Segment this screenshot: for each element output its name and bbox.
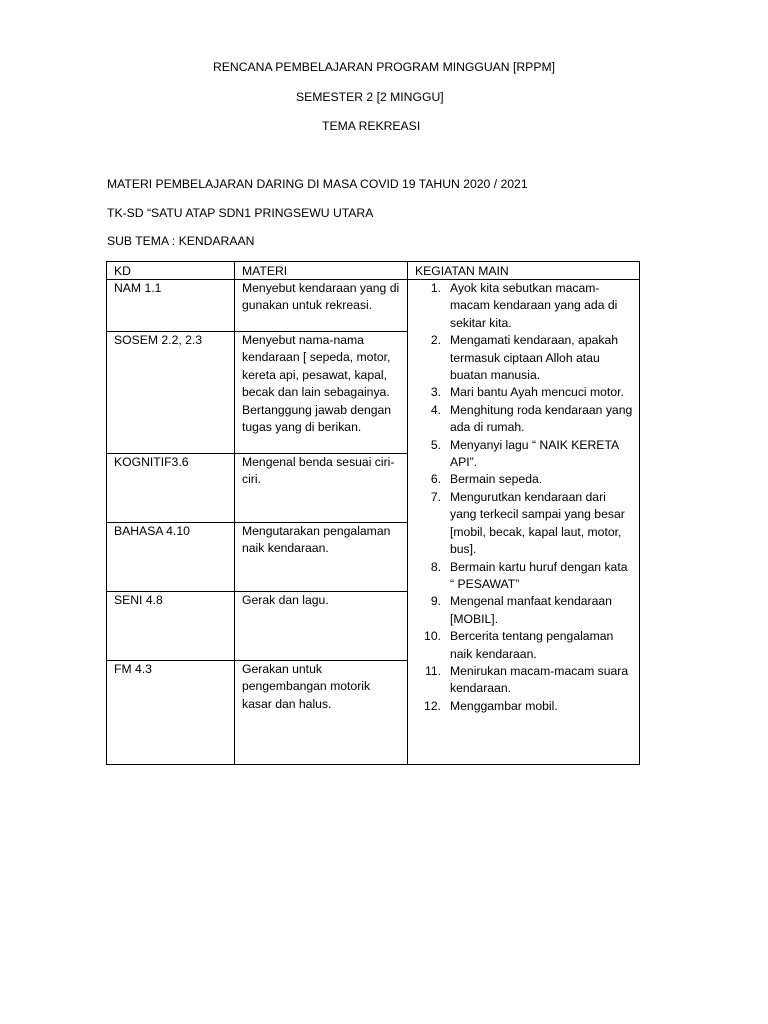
kegiatan-item bbox=[415, 384, 633, 401]
kegiatan-text: Mari bantu Ayah mencuci motor. bbox=[450, 385, 624, 400]
kegiatan-number: 6. bbox=[430, 472, 441, 487]
kegiatan-text: Menirukan macam-macam suara kendaraan. bbox=[450, 663, 629, 696]
materi-cell: Menyebut kendaraan yang di gunakan untuk rekreasi. bbox=[235, 280, 408, 332]
header-kd: KD bbox=[107, 262, 235, 280]
kegiatan-item bbox=[415, 663, 633, 698]
kegiatan-text: Menghitung roda kendaraan yang ada di rumah. bbox=[450, 402, 633, 435]
kd-cell: FM 4.3 bbox=[107, 661, 235, 765]
table-row bbox=[107, 280, 640, 332]
kegiatan-item bbox=[415, 437, 633, 472]
materi-cell: Gerakan untuk pengembangan motorik kasar dan halus. bbox=[235, 661, 408, 765]
kegiatan-text: Bermain kartu huruf dengan kata “ PESAWAT” bbox=[450, 559, 628, 591]
kd-cell: KOGNITIF3.6 bbox=[107, 454, 235, 523]
rppm-table bbox=[106, 261, 640, 765]
school-line: TK-SD “SATU ATAP SDN1 PRINGSEWU UTARA bbox=[107, 206, 374, 220]
kegiatan-text: Mengenal manfaat kendaraan [MOBIL]. bbox=[450, 594, 612, 626]
kegiatan-text: Ayok kita sebutkan macam-macam kendaraan yang ada di sekitar kita. bbox=[450, 281, 618, 330]
kegiatan-item bbox=[415, 559, 633, 594]
kegiatan-cell bbox=[408, 280, 640, 765]
kegiatan-item bbox=[415, 489, 633, 559]
kegiatan-item bbox=[415, 402, 633, 437]
kegiatan-item bbox=[415, 628, 633, 663]
kegiatan-item bbox=[415, 698, 633, 715]
kd-cell: SENI 4.8 bbox=[107, 592, 235, 661]
kd-cell: BAHASA 4.10 bbox=[107, 523, 235, 592]
header-materi: MATERI bbox=[235, 262, 408, 280]
kegiatan-number: 1. bbox=[430, 281, 441, 295]
materi-line: MATERI PEMBELAJARAN DARING DI MASA COVID 19 TAHUN 2020 / 2021 bbox=[107, 177, 528, 191]
kegiatan-number: 12. bbox=[424, 698, 441, 713]
kegiatan-list bbox=[415, 280, 633, 715]
kegiatan-number: 11. bbox=[424, 663, 441, 678]
kd-cell: NAM 1.1 bbox=[107, 280, 235, 332]
kegiatan-text: Bercerita tentang pengalaman naik kendaraan. bbox=[450, 629, 614, 661]
kegiatan-text: Bermain sepeda. bbox=[450, 472, 543, 487]
kegiatan-number: 7. bbox=[430, 489, 441, 504]
kegiatan-number: 3. bbox=[430, 385, 441, 400]
kegiatan-item bbox=[415, 471, 633, 488]
kegiatan-number: 9. bbox=[430, 594, 441, 609]
subtema-line: SUB TEMA : KENDARAAN bbox=[107, 234, 255, 248]
kegiatan-number: 2. bbox=[430, 333, 441, 348]
table-header-row bbox=[107, 262, 640, 280]
materi-cell: Mengenal benda sesuai ciri-ciri. bbox=[235, 454, 408, 523]
materi-cell: Mengutarakan pengalaman naik kendaraan. bbox=[235, 523, 408, 592]
kegiatan-number: 5. bbox=[430, 437, 441, 452]
kegiatan-text: Mengurutkan kendaraan dari yang terkecil sampai yang besar [mobil, becak, kapal laut, motor, bus]. bbox=[450, 489, 625, 557]
kegiatan-item bbox=[415, 280, 633, 332]
header-kegiatan: KEGIATAN MAIN bbox=[408, 262, 640, 280]
kegiatan-item bbox=[415, 593, 633, 628]
kegiatan-item bbox=[415, 332, 633, 384]
kegiatan-text: Menyanyi lagu “ NAIK KERETA API”. bbox=[450, 437, 619, 470]
kegiatan-number: 8. bbox=[430, 559, 441, 574]
kegiatan-number: 10. bbox=[424, 629, 441, 644]
tema-line: TEMA REKREASI bbox=[322, 119, 421, 133]
kegiatan-number: 4. bbox=[430, 402, 441, 417]
semester-line: SEMESTER 2 [2 MINGGU] bbox=[296, 90, 444, 104]
materi-cell: Menyebut nama-nama kendaraan [ sepeda, motor, kereta api, pesawat, kapal, becak dan lain sebagainya. Bertanggung jawab dengan tugas yang di berikan. bbox=[235, 332, 408, 454]
materi-cell: Gerak dan lagu. bbox=[235, 592, 408, 661]
kegiatan-text: Menggambar mobil. bbox=[450, 698, 558, 713]
document-title: RENCANA PEMBELAJARAN PROGRAM MINGGUAN [RPPM] bbox=[213, 60, 555, 74]
kegiatan-text: Mengamati kendaraan, apakah termasuk ciptaan Alloh atau buatan manusia. bbox=[450, 333, 619, 383]
kd-cell: SOSEM 2.2, 2.3 bbox=[107, 332, 235, 454]
